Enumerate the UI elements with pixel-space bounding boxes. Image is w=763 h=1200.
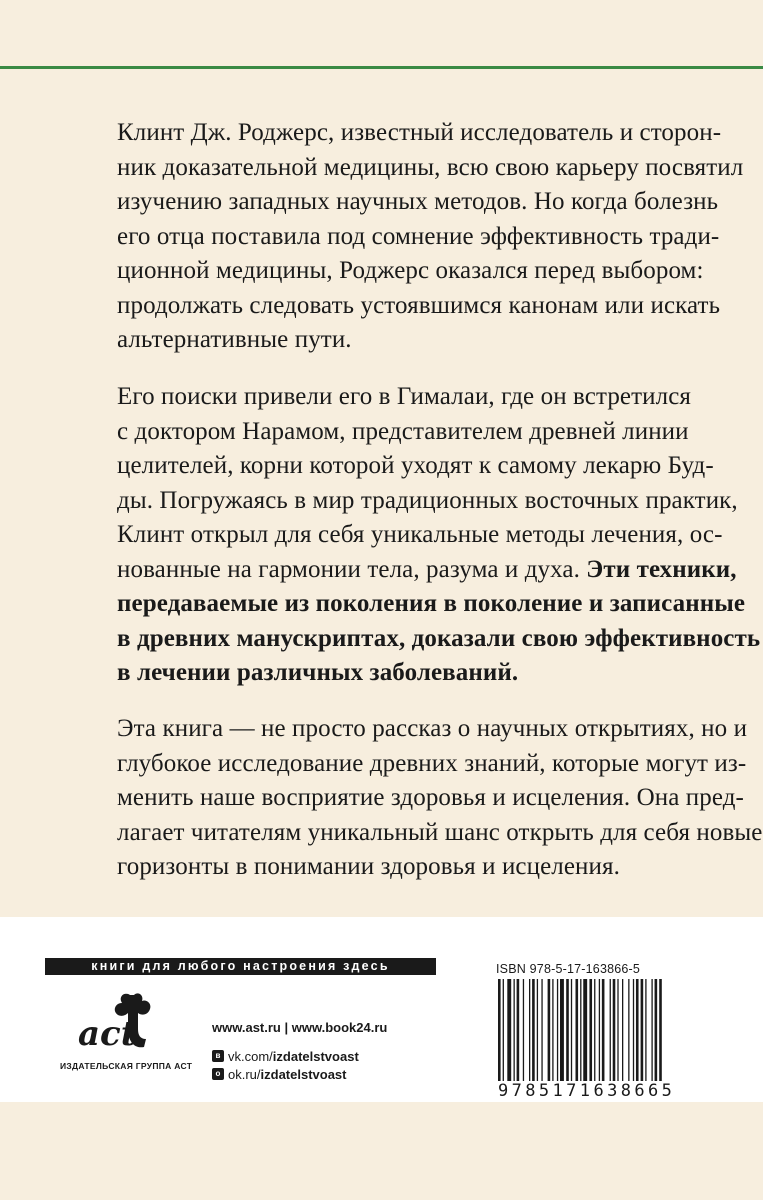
vk-link[interactable] bbox=[212, 1047, 387, 1065]
paragraph-2-line bbox=[117, 484, 738, 519]
paragraph-2-line bbox=[117, 415, 689, 450]
regular-text: Клинт Дж. Роджерс, известный исследователь и сторон- bbox=[117, 119, 722, 146]
barcode-bar bbox=[529, 979, 530, 1089]
barcode-bar bbox=[523, 979, 524, 1089]
paragraph-3 bbox=[117, 712, 763, 885]
top-accent-line bbox=[0, 66, 763, 69]
barcode-bar bbox=[622, 979, 623, 1089]
barcode-bar bbox=[659, 979, 662, 1089]
barcode-bar bbox=[532, 979, 535, 1089]
website-links[interactable]: www.ast.ru | www.book24.ru bbox=[212, 1020, 388, 1035]
barcode-bar bbox=[633, 979, 634, 1089]
regular-text: изучению западных научных методов. Но когда болезнь bbox=[117, 188, 719, 215]
regular-text: ник доказательной медицины, всю свою карьеру посвятил bbox=[117, 153, 744, 181]
regular-text: глубокое исследование древних знаний, которые могут из- bbox=[117, 749, 747, 777]
regular-text: ционной медицины, Роджерс оказался перед выбором: bbox=[117, 257, 704, 284]
barcode-bar bbox=[571, 979, 572, 1089]
barcode-bar bbox=[560, 979, 564, 1089]
barcode-bar bbox=[655, 979, 658, 1089]
regular-text: с доктором Нарамом, представителем древней линии bbox=[117, 417, 689, 445]
bold-text: в древних манускриптах, доказали свою эффективность bbox=[117, 624, 761, 652]
barcode-bar bbox=[651, 979, 652, 1089]
vk-handle: izdatelstvoast bbox=[272, 1048, 359, 1064]
barcode-bar bbox=[566, 979, 569, 1089]
ast-logo-icon bbox=[60, 989, 190, 1059]
regular-text: целителей, корни которой уходят к самому лекарю Буд- bbox=[117, 452, 714, 479]
barcode-icon bbox=[496, 979, 719, 1089]
barcode-bar bbox=[613, 979, 616, 1089]
paragraph-2-line bbox=[117, 518, 723, 553]
regular-text: Эта книга — не просто рассказ о научных открытиях, но и bbox=[117, 715, 748, 742]
paragraph-1-line bbox=[117, 254, 704, 289]
logo-caption: ИЗДАТЕЛЬСКАЯ ГРУППА АСТ bbox=[60, 1061, 193, 1071]
barcode-bar bbox=[557, 979, 558, 1089]
paragraph-3-line bbox=[117, 747, 747, 782]
regular-text: продолжать следовать устоявшимся канонам или искать bbox=[117, 291, 721, 319]
paragraph-3-line bbox=[117, 850, 677, 885]
barcode-bar bbox=[641, 979, 644, 1089]
ok-prefix: ok.ru/ bbox=[228, 1066, 261, 1082]
paragraph-1-line bbox=[117, 185, 719, 220]
paragraph-2-line bbox=[117, 380, 691, 415]
paragraph-1-line bbox=[117, 220, 720, 255]
regular-text: ды. Погружаясь в мир традиционных восточных практик, bbox=[117, 486, 738, 514]
regular-text: его отца поставила под сомнение эффективность тради- bbox=[117, 222, 720, 250]
footer bbox=[0, 917, 763, 1102]
regular-text: горизонты в понимании здоровья и исцеления. bbox=[117, 853, 620, 880]
regular-text: нованные на гармонии тела, разума и духа. bbox=[117, 555, 587, 583]
barcode-bar bbox=[617, 979, 618, 1089]
regular-text: Его поиски привели его в Гималаи, где он встретился bbox=[117, 383, 691, 410]
barcode-bar bbox=[548, 979, 551, 1089]
ok-handle: izdatelstvoast bbox=[260, 1066, 347, 1082]
paragraph-2-line bbox=[117, 553, 737, 588]
barcode-bar bbox=[645, 979, 646, 1089]
vk-prefix: vk.com/ bbox=[228, 1048, 273, 1064]
paragraph-3-line bbox=[117, 781, 744, 816]
ok-link[interactable] bbox=[212, 1065, 387, 1083]
barcode-bar bbox=[552, 979, 553, 1089]
bold-text: в лечении различных заболеваний. bbox=[117, 659, 519, 686]
barcode-bar bbox=[628, 979, 629, 1089]
paragraph-1-line bbox=[117, 151, 744, 186]
barcode-bar bbox=[503, 979, 504, 1089]
paragraph-2-line bbox=[117, 587, 746, 622]
paragraph-3-line bbox=[117, 816, 763, 851]
regular-text: альтернативные пути. bbox=[117, 326, 352, 353]
barcode-bar bbox=[594, 979, 595, 1089]
bold-text: Эти техники, bbox=[586, 555, 737, 583]
regular-text: Клинт открыл для себя уникальные методы лечения, ос- bbox=[117, 521, 723, 548]
ok-icon: о bbox=[212, 1068, 224, 1080]
barcode-bar bbox=[636, 979, 639, 1089]
paragraph-1-line bbox=[117, 116, 722, 151]
barcode-bar bbox=[599, 979, 600, 1089]
barcode-bar bbox=[541, 979, 542, 1089]
barcode-bar bbox=[589, 979, 592, 1089]
regular-text: менить наше восприятие здоровья и исцеления. Она пред- bbox=[117, 784, 744, 811]
paragraph-3-line bbox=[117, 712, 748, 747]
isbn-label: ISBN 978-5-17-163866-5 bbox=[496, 962, 641, 976]
paragraph-2-line bbox=[117, 622, 761, 657]
barcode-bar bbox=[517, 979, 520, 1089]
barcode-bar bbox=[507, 979, 511, 1089]
paragraph-1-line bbox=[117, 289, 721, 324]
paragraph-1-line bbox=[117, 323, 677, 358]
svg-text:act: act bbox=[78, 1014, 137, 1054]
slogan-bar: книги для любого настроения здесь bbox=[45, 958, 436, 975]
barcode-bar bbox=[610, 979, 611, 1089]
regular-text: лагает читателям уникальный шанс открыть для себя новые bbox=[117, 818, 763, 846]
publisher-links bbox=[212, 1020, 387, 1083]
bold-text: передаваемые из поколения в поколение и записанные bbox=[117, 590, 746, 617]
barcode-bar bbox=[580, 979, 581, 1089]
paragraph-2 bbox=[117, 380, 761, 691]
barcode-bar bbox=[498, 979, 501, 1089]
publisher-logo bbox=[60, 989, 193, 1089]
barcode-bar bbox=[602, 979, 605, 1089]
paragraph-1 bbox=[117, 116, 744, 358]
barcode-digits: 9785171638665 bbox=[498, 1081, 676, 1101]
vk-icon: в bbox=[212, 1050, 224, 1062]
paragraph-2-line bbox=[117, 656, 677, 691]
paragraph-2-line bbox=[117, 449, 714, 484]
barcode-bar bbox=[576, 979, 579, 1089]
barcode-bar bbox=[537, 979, 538, 1089]
barcode-bar bbox=[514, 979, 515, 1089]
barcode-bar bbox=[583, 979, 587, 1089]
